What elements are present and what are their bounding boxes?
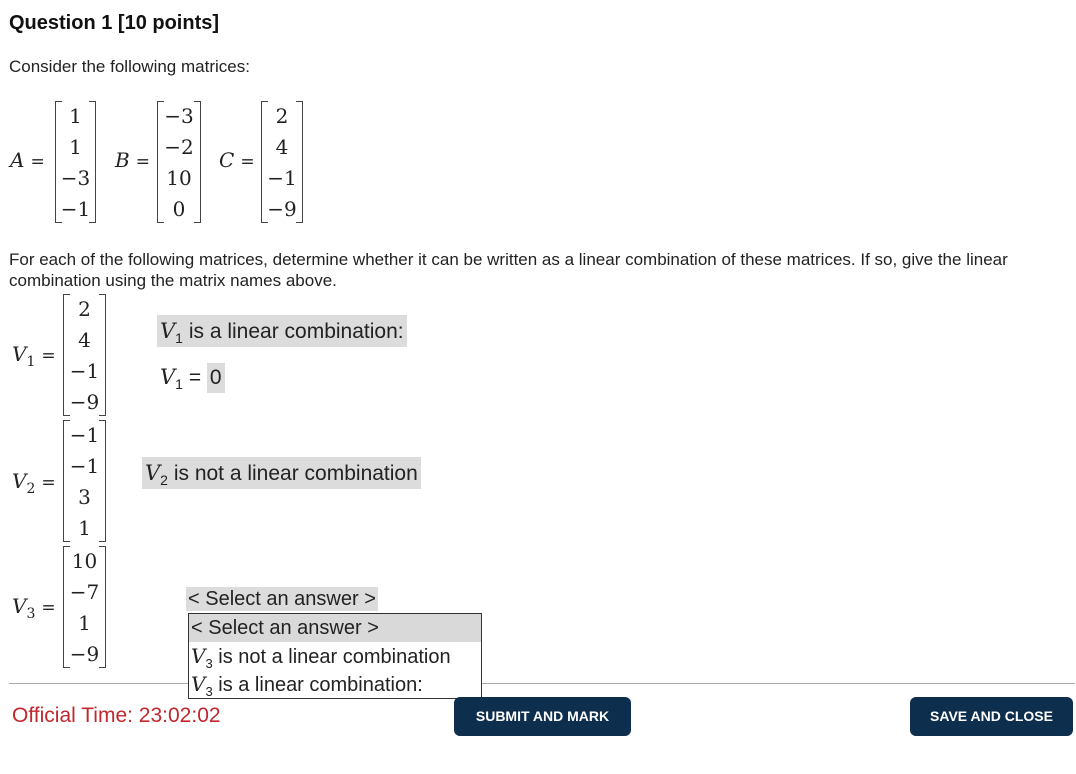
matrix-cell: −1: [267, 166, 297, 190]
matrix-cell: −1: [69, 423, 100, 447]
matrix-b: [157, 101, 201, 223]
matrix-v3-label: $V_3$ =: [12, 594, 56, 622]
matrix-cell: 1: [78, 516, 91, 540]
matrix-v1: [63, 294, 106, 416]
matrix-cell: −1: [69, 359, 100, 383]
submit-and-mark-button[interactable]: SUBMIT AND MARK: [454, 697, 631, 736]
v2-answer-choice[interactable]: $V_2$ is not a linear combination: [142, 457, 421, 489]
matrix-cell: −1: [60, 197, 91, 221]
matrix-cell: −3: [60, 166, 91, 190]
matrix-cell: −2: [164, 135, 194, 159]
v1-answer-choice[interactable]: $V_1$ is a linear combination:: [157, 315, 407, 347]
matrix-cell: −3: [164, 104, 194, 128]
matrix-cell: 10: [166, 166, 192, 190]
matrix-v2: [63, 420, 106, 542]
matrix-cell: 0: [172, 197, 186, 221]
matrix-cell: 3: [78, 485, 91, 509]
official-timer: Official Time: 23:02:02: [12, 704, 221, 727]
dropdown-option-linear[interactable]: $V_3$ is a linear combination:: [191, 672, 423, 699]
matrix-cell: 1: [69, 135, 82, 159]
matrix-cell: −9: [69, 642, 100, 666]
matrix-cell: 1: [78, 611, 91, 635]
matrix-cell: 2: [275, 104, 289, 128]
save-and-close-button[interactable]: SAVE AND CLOSE: [910, 697, 1073, 736]
question-intro: Consider the following matrices:: [9, 57, 250, 76]
v1-answer-line: $V_1 = 0$: [160, 362, 225, 392]
matrix-cell: 4: [275, 135, 289, 159]
matrix-v3: [63, 546, 106, 668]
matrix-a-label: A =: [10, 148, 45, 172]
question-instructions: For each of the following matrices, determine whether it can be written as a linear combination of these matrices. If so, give the linear combination using the matrix names above.: [9, 250, 1008, 290]
matrix-cell: −9: [267, 197, 297, 221]
question-title: Question 1 [10 points]: [9, 12, 220, 34]
matrix-cell: −9: [69, 390, 100, 414]
matrix-c: [261, 101, 303, 223]
matrix-cell: 1: [69, 104, 82, 128]
v3-answer-dropdown[interactable]: [188, 613, 482, 699]
matrix-cell: 2: [78, 297, 91, 321]
dropdown-option-placeholder[interactable]: < Select an answer >: [189, 614, 481, 642]
matrix-cell: 4: [78, 328, 91, 352]
matrix-b-label: B =: [115, 148, 150, 172]
matrix-v1-label: $V_1$ =: [12, 342, 56, 370]
v3-answer-select[interactable]: < Select an answer >: [188, 588, 376, 610]
footer-divider: [9, 683, 1075, 684]
dropdown-option-not-linear[interactable]: $V_3$ is not a linear combination: [191, 644, 451, 671]
matrix-cell: 10: [71, 549, 98, 573]
matrix-c-label: C =: [219, 148, 255, 172]
matrix-cell: −7: [69, 580, 100, 604]
matrix-cell: −1: [69, 454, 100, 478]
matrix-a: [55, 101, 96, 223]
matrix-v2-label: $V_2$ =: [12, 469, 56, 497]
v1-answer-field[interactable]: 0: [207, 363, 225, 393]
